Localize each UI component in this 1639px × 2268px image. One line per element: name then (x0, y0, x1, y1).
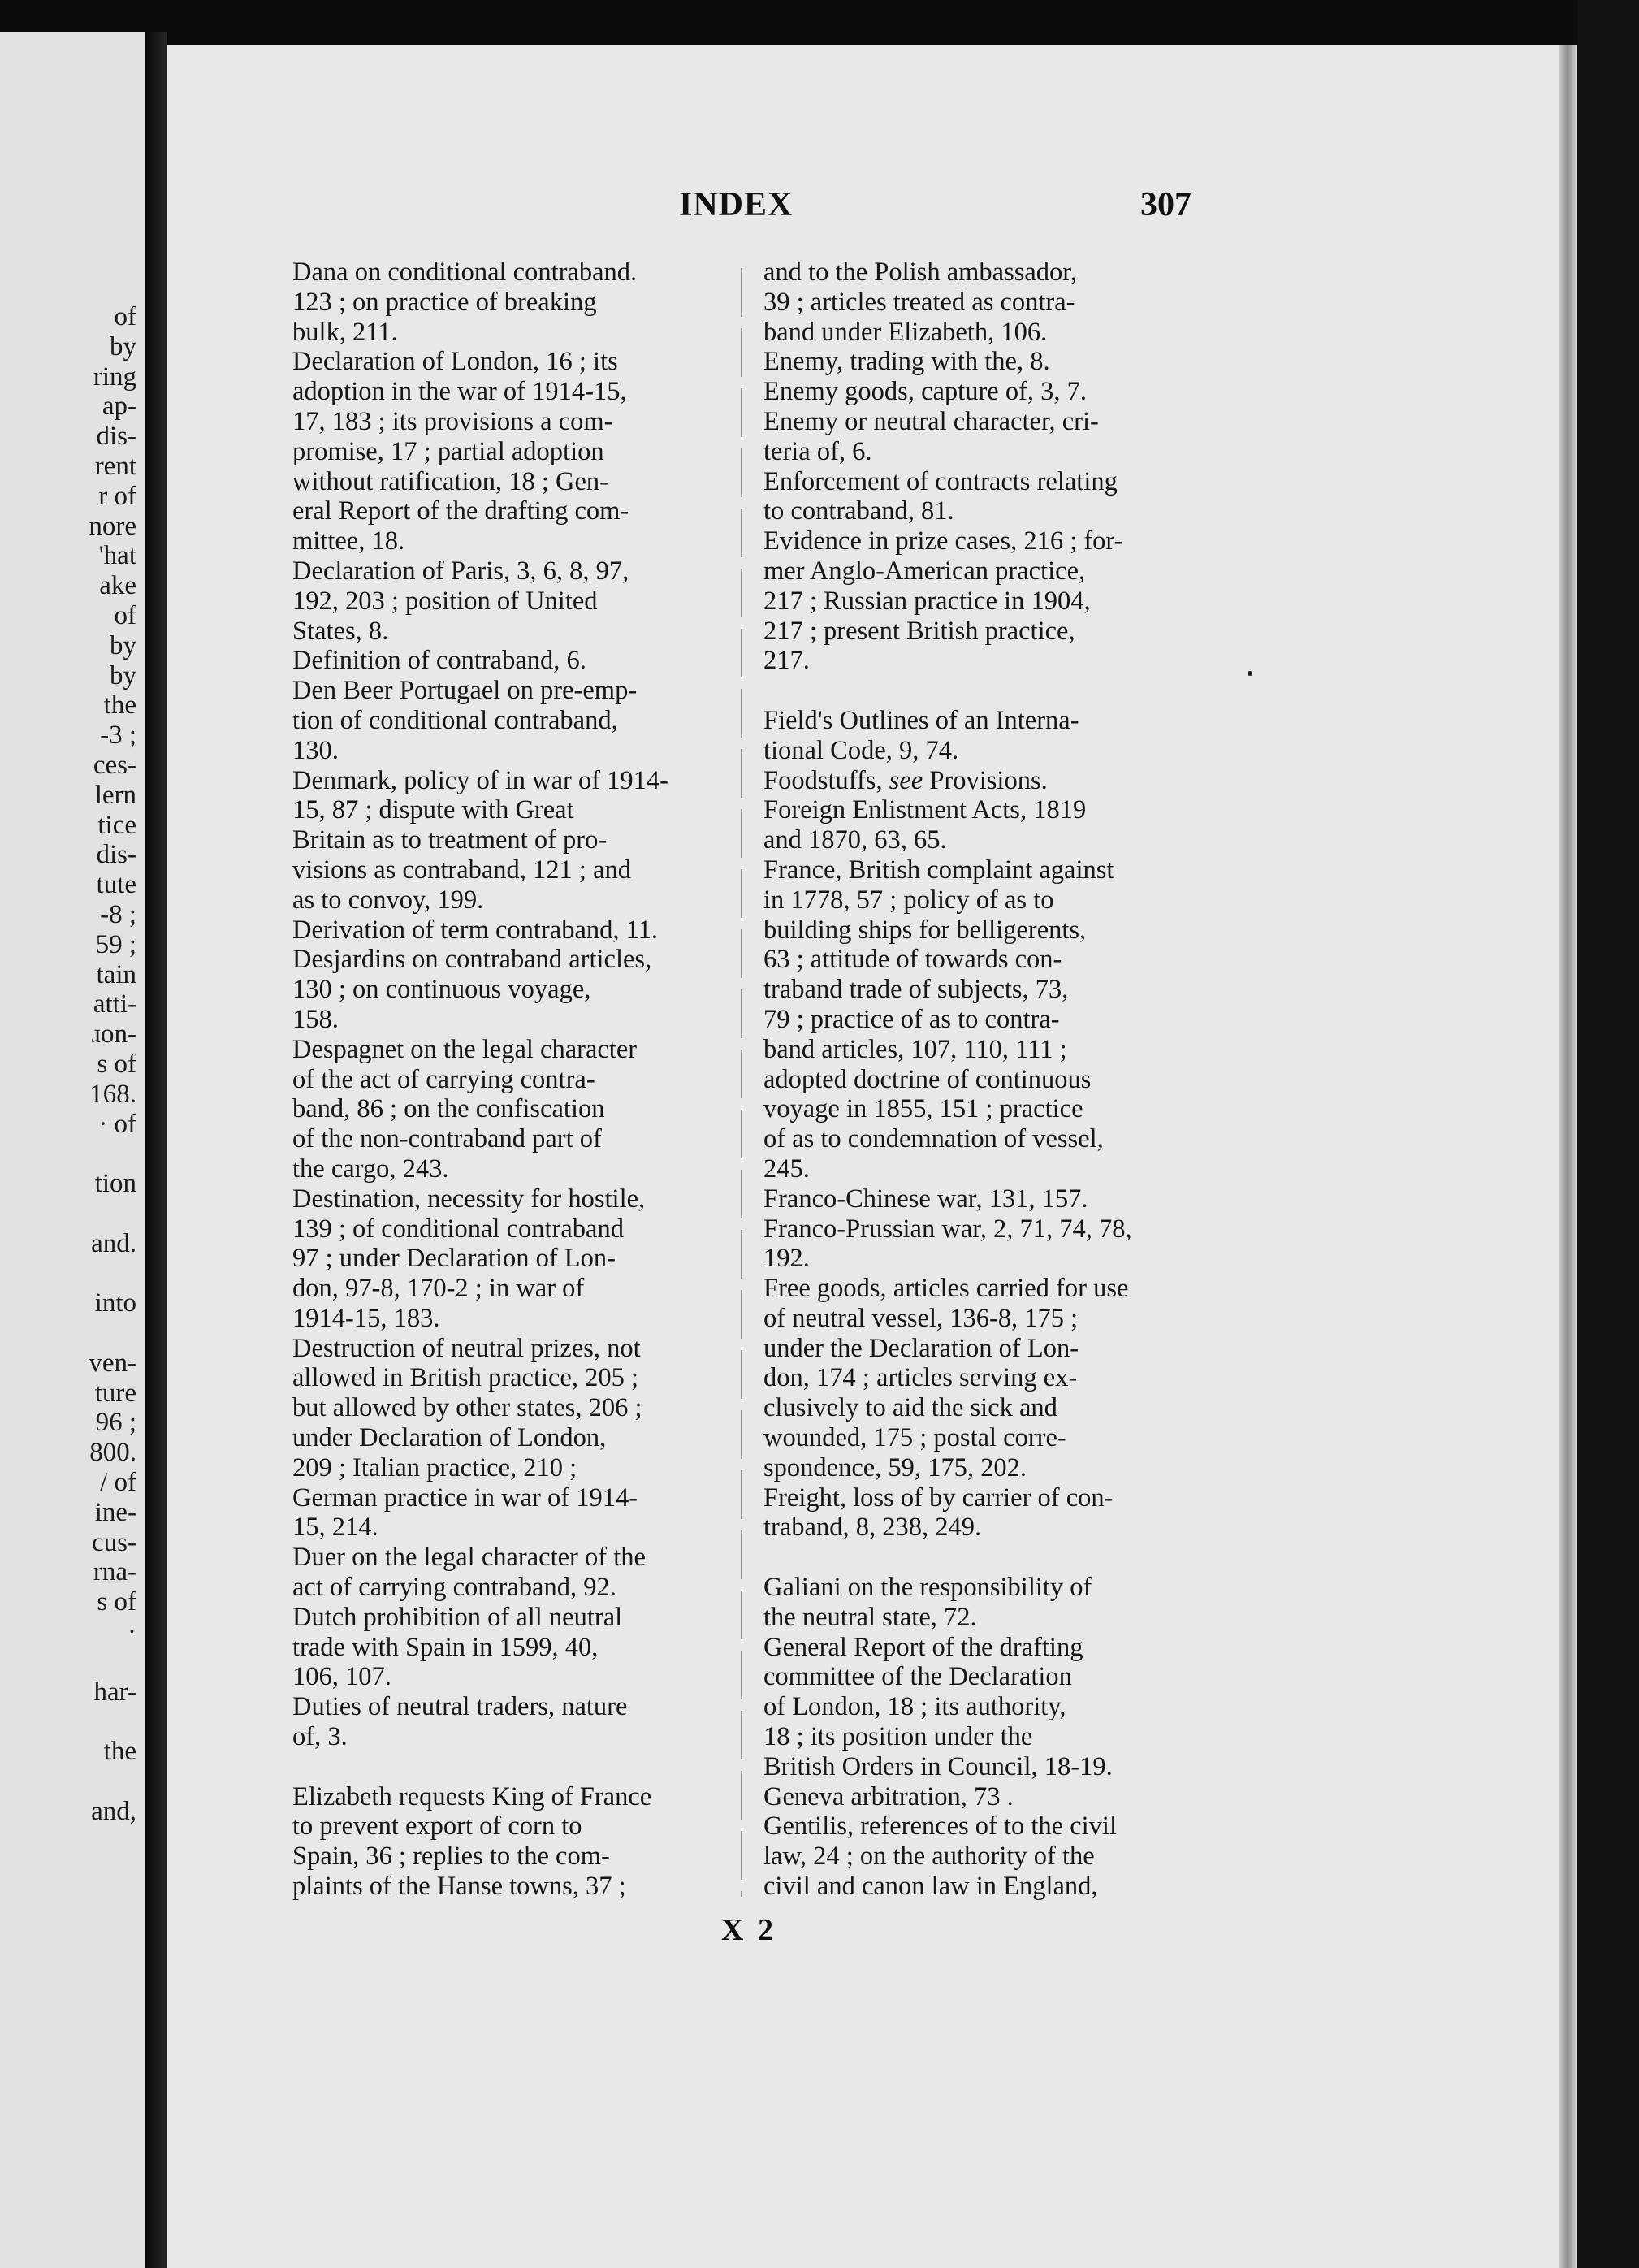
index-entry (292, 1603, 723, 1692)
index-entry-line: Foreign Enlistment Acts, 1819 (763, 795, 1087, 825)
scan-speck (1248, 671, 1252, 676)
index-entry-line: Elizabeth requests King of France (292, 1781, 652, 1811)
facing-page-line (89, 1318, 136, 1348)
facing-page-line (89, 1199, 136, 1229)
signature-mark: X 2 (721, 1913, 776, 1947)
index-entry-line: 209 ; Italian practice, 210 ; (292, 1452, 577, 1482)
index-entry-line: Destination, necessity for hostile, (292, 1184, 646, 1214)
index-entry-line: Free goods, articles carried for use (763, 1274, 1129, 1304)
facing-page-line (89, 1259, 136, 1289)
index-entry-line: British Orders in Council, 18-19. (763, 1751, 1113, 1781)
index-entry (292, 646, 723, 676)
index-entry (763, 1633, 1194, 1782)
index-entry-line: 123 ; on practice of breaking (292, 287, 597, 317)
index-entry-line: Enemy or neutral character, cri- (763, 406, 1099, 436)
index-entry-line: General Report of the drafting (763, 1632, 1083, 1662)
facing-page-line: 168. (89, 1079, 136, 1109)
page-number: 307 (1140, 186, 1191, 223)
index-entry (292, 945, 723, 1034)
index-entry-line: Duer on the legal character of the (292, 1543, 646, 1573)
index-entry (763, 706, 1194, 766)
index-entry-line: Den Beer Portugael on pre-emp- (292, 676, 638, 706)
index-entry-line: 192. (763, 1244, 810, 1274)
index-entry-line: Foodstuffs, see Provisions. (763, 765, 1048, 795)
index-entry-line: 18 ; its position under the (763, 1722, 1033, 1752)
index-entry-line: 130 ; on continuous voyage, (292, 975, 591, 1005)
index-entry (292, 1334, 723, 1543)
index-entry-line: Gentilis, references of to the civil (763, 1811, 1117, 1842)
index-entry-line: 15, 214. (292, 1513, 378, 1543)
index-entry-line: tion of conditional contraband, (292, 705, 618, 735)
index-entry-line: 97 ; under Declaration of Lon- (292, 1244, 616, 1274)
index-entry-line: Galiani on the responsibility of (763, 1573, 1092, 1603)
facing-page-line: atti- (93, 989, 136, 1019)
index-entry (763, 258, 1194, 347)
facing-page-line: rent (94, 451, 136, 481)
facing-page-line: tute (96, 870, 136, 900)
index-entry-line: 192, 203 ; position of United (292, 586, 598, 616)
facing-page-line: lern (94, 780, 136, 810)
index-column-right (763, 258, 1194, 1902)
index-entry-line: act of carrying contraband, 92. (292, 1573, 616, 1603)
index-entry-line: 139 ; of conditional contraband (292, 1214, 624, 1244)
index-entry-line: but allowed by other states, 206 ; (292, 1393, 642, 1423)
facing-page-line: dis- (96, 422, 136, 452)
index-entry-line: wounded, 175 ; postal corre- (763, 1423, 1066, 1453)
facing-page-line: rna- (93, 1557, 136, 1587)
index-entry-line: Destruction of neutral prizes, not (292, 1333, 641, 1363)
index-entry (292, 766, 723, 915)
index-entry (763, 1274, 1194, 1483)
index-entry-line: Duties of neutral traders, nature (292, 1692, 628, 1722)
facing-page-text (89, 302, 136, 1827)
index-entry-line: as to convoy, 199. (292, 885, 484, 915)
index-entry-line: France, British complaint against (763, 855, 1114, 885)
facing-page-line: tion (94, 1169, 136, 1199)
letter-section-gap (763, 1543, 1194, 1573)
facing-page-line: -3 ; (100, 721, 136, 751)
index-entry-line: 17, 183 ; its provisions a com- (292, 406, 613, 436)
facing-page-line: by (110, 630, 136, 660)
index-entry (292, 1692, 723, 1752)
facing-page-line: the (103, 690, 136, 721)
index-entry-line: 245. (763, 1153, 810, 1184)
index-entry-line: 130. (292, 735, 339, 765)
index-entry-line: under the Declaration of Lon- (763, 1333, 1079, 1363)
index-entry-line: 63 ; attitude of towards con- (763, 945, 1062, 975)
facing-page-line: ine- (94, 1497, 136, 1527)
index-entry (763, 1483, 1194, 1543)
scan-top-border (0, 0, 1639, 45)
index-entry-line: of London, 18 ; its authority, (763, 1692, 1066, 1722)
facing-page-line: · of (98, 1109, 136, 1139)
facing-page-line: ake (99, 571, 136, 601)
index-entry-line: 79 ; practice of as to contra- (763, 1004, 1060, 1034)
index-entry (763, 855, 1194, 1184)
facing-page-line: r of (98, 481, 136, 511)
index-entry-line: Denmark, policy of in war of 1914- (292, 765, 668, 795)
index-entry-line: the neutral state, 72. (763, 1602, 977, 1632)
index-entry-line: plaints of the Hanse towns, 37 ; (292, 1872, 626, 1902)
facing-page-line: 800. (89, 1438, 136, 1468)
index-entry (763, 347, 1194, 377)
index-entry (763, 407, 1194, 467)
facing-page-line: of (114, 302, 136, 331)
facing-page-line (89, 1707, 136, 1737)
index-entry-line: Franco-Chinese war, 131, 157. (763, 1184, 1088, 1214)
facing-page-line: the (103, 1737, 136, 1767)
index-entry-line: don, 97-8, 170-2 ; in war of (292, 1274, 585, 1304)
index-entry-line: Geneva arbitration, 73 . (763, 1781, 1014, 1811)
index-entry-line: clusively to aid the sick and (763, 1393, 1057, 1423)
facing-page-line: by (110, 331, 136, 361)
facing-page-fragment (0, 32, 145, 2268)
index-entry-line: of, 3. (292, 1722, 348, 1752)
index-entry-line: teria of, 6. (763, 436, 872, 466)
index-entry-line: don, 174 ; articles serving ex- (763, 1363, 1078, 1393)
facing-page-line: into (94, 1288, 136, 1318)
facing-page-line: ap- (102, 392, 136, 422)
index-entry (763, 1214, 1194, 1275)
index-entry-line: tional Code, 9, 74. (763, 735, 959, 765)
facing-page-line: ces- (93, 750, 136, 780)
letter-section-gap (292, 1752, 723, 1782)
facing-page-line: 96 ; (95, 1408, 136, 1438)
facing-page-line: by (110, 660, 136, 690)
index-entry-line: committee of the Declaration (763, 1662, 1072, 1692)
facing-page-line (89, 1767, 136, 1797)
index-entry-line: band under Elizabeth, 106. (763, 317, 1048, 347)
index-entry-line: 217 ; present British practice, (763, 616, 1075, 646)
index-entry (292, 347, 723, 556)
index-entry-line: Spain, 36 ; replies to the com- (292, 1842, 610, 1872)
index-entry-line: adoption in the war of 1914-15, (292, 377, 627, 407)
index-entry-line: Freight, loss of by carrier of con- (763, 1482, 1114, 1513)
facing-page-line: har- (93, 1677, 136, 1707)
facing-page-line: nore (89, 511, 136, 541)
index-entry (292, 556, 723, 646)
facing-page-line: s of (97, 1587, 136, 1617)
facing-page-line: ring (93, 361, 136, 392)
index-entry-line: 1914-15, 183. (292, 1303, 440, 1333)
index-entry-line: and 1870, 63, 65. (763, 825, 947, 855)
index-entry-line: 217. (763, 646, 810, 676)
index-entry-line: Declaration of London, 16 ; its (292, 347, 618, 377)
index-entry-line: and to the Polish ambassador, (763, 258, 1077, 287)
index-entry-line: 15, 87 ; dispute with Great (292, 795, 574, 825)
index-entry (292, 1184, 723, 1334)
facing-page-line: -8 ; (100, 899, 136, 929)
facing-page-line: s of (97, 1049, 136, 1079)
index-entry-line: spondence, 59, 175, 202. (763, 1452, 1027, 1482)
index-entry-line: bulk, 211. (292, 317, 398, 347)
index-entry (292, 1782, 723, 1902)
scan-right-border (1577, 0, 1639, 2268)
index-entry-line: allowed in British practice, 205 ; (292, 1363, 639, 1393)
facing-page-line: 59 ; (95, 929, 136, 959)
facing-page-line: ture (94, 1378, 136, 1408)
index-entry-line: Declaration of Paris, 3, 6, 8, 97, (292, 556, 629, 586)
index-entry-line: of the act of carrying contra- (292, 1064, 595, 1094)
index-entry-line: 39 ; articles treated as contra- (763, 287, 1075, 317)
index-entry-line: the cargo, 243. (292, 1153, 449, 1184)
index-entry-line: band articles, 107, 110, 111 ; (763, 1034, 1067, 1064)
index-entry-line: civil and canon law in England, (763, 1872, 1098, 1902)
index-entry-line: 217 ; Russian practice in 1904, (763, 586, 1091, 616)
index-entry (763, 1782, 1194, 1812)
index-entry-line: Enemy goods, capture of, 3, 7. (763, 377, 1088, 407)
index-entry-line: traband, 8, 238, 249. (763, 1513, 982, 1543)
index-entry-line: promise, 17 ; partial adoption (292, 436, 604, 466)
index-entry-line: building ships for belligerents, (763, 915, 1087, 945)
facing-page-line: 'hat (98, 541, 136, 571)
index-entry-line: voyage in 1855, 151 ; practice (763, 1094, 1083, 1124)
index-entry-line: 158. (292, 1004, 339, 1034)
index-entry (292, 676, 723, 765)
facing-page-line: ven- (89, 1348, 136, 1378)
index-entry-line: States, 8. (292, 616, 389, 646)
index-entry-line: eral Report of the drafting com- (292, 496, 629, 526)
facing-page-line: cus- (92, 1527, 136, 1557)
index-entry (763, 1184, 1194, 1214)
index-entry-line: of neutral vessel, 136-8, 175 ; (763, 1303, 1079, 1333)
facing-page-line: and. (91, 1228, 136, 1258)
column-divider (741, 268, 742, 1897)
index-entry-line: Field's Outlines of an Interna- (763, 705, 1079, 735)
index-entry-line: under Declaration of London, (292, 1423, 607, 1453)
index-entry-line: Despagnet on the legal character (292, 1034, 638, 1064)
index-entry-line: mer Anglo-American practice, (763, 556, 1086, 586)
facing-page-line (89, 1139, 136, 1169)
index-entry-line: Definition of contraband, 6. (292, 646, 586, 676)
index-entry (292, 1543, 723, 1603)
facing-page-line: · (128, 1617, 136, 1647)
index-entry (763, 526, 1194, 676)
facing-page-line: ɹon- (92, 1019, 136, 1050)
facing-page-line: / of (100, 1468, 136, 1498)
page-edge (1559, 45, 1577, 2268)
index-entry-line: Britain as to treatment of pro- (292, 825, 608, 855)
index-entry-line: Franco-Prussian war, 2, 71, 74, 78, (763, 1214, 1132, 1244)
index-entry-line: Enemy, trading with the, 8. (763, 347, 1050, 377)
index-entry-line: Enforcement of contracts relating (763, 466, 1118, 496)
index-entry-line: law, 24 ; on the authority of the (763, 1842, 1095, 1872)
index-entry (763, 377, 1194, 407)
index-entry (763, 1573, 1194, 1633)
index-entry-line: Evidence in prize cases, 216 ; for- (763, 526, 1123, 556)
index-entry (292, 258, 723, 347)
index-entry-line: adopted doctrine of continuous (763, 1064, 1092, 1094)
index-entry-line: trade with Spain in 1599, 40, (292, 1632, 599, 1662)
index-entry-line: mittee, 18. (292, 526, 405, 556)
facing-page-line: tain (96, 959, 136, 989)
index-entry (292, 1035, 723, 1184)
running-head-title: INDEX (679, 186, 794, 223)
index-entry (763, 795, 1194, 855)
index-entry-line: in 1778, 57 ; policy of as to (763, 885, 1054, 915)
index-entry-line: to prevent export of corn to (292, 1811, 582, 1842)
index-entry-line: Dana on conditional contraband. (292, 258, 638, 287)
facing-page-line (89, 1647, 136, 1677)
index-entry-line: of as to condemnation of vessel, (763, 1124, 1104, 1154)
facing-page-line: of (114, 600, 136, 630)
facing-page-line: tice (97, 810, 136, 840)
index-column-left (292, 258, 723, 1902)
index-entry (763, 1811, 1194, 1901)
index-entry-line: Derivation of term contraband, 11. (292, 915, 659, 945)
index-entry-line: band, 86 ; on the confiscation (292, 1094, 605, 1124)
index-entry-line: visions as contraband, 121 ; and (292, 855, 632, 885)
index-entry-line: without ratification, 18 ; Gen- (292, 466, 609, 496)
letter-section-gap (763, 676, 1194, 706)
index-entry-line: of the non-contraband part of (292, 1124, 602, 1154)
index-entry-line: Desjardins on contraband articles, (292, 945, 652, 975)
index-entry-line: German practice in war of 1914- (292, 1482, 638, 1513)
index-entry (763, 766, 1194, 796)
index-entry-line: traband trade of subjects, 73, (763, 975, 1069, 1005)
index-entry-line: 106, 107. (292, 1662, 391, 1692)
book-gutter (145, 32, 167, 2268)
facing-page-line: dis- (96, 840, 136, 870)
facing-page-line: and, (91, 1796, 136, 1826)
index-entry-line: to contraband, 81. (763, 496, 954, 526)
index-entry-line: Dutch prohibition of all neutral (292, 1602, 623, 1632)
index-entry (763, 467, 1194, 527)
index-entry (292, 915, 723, 946)
